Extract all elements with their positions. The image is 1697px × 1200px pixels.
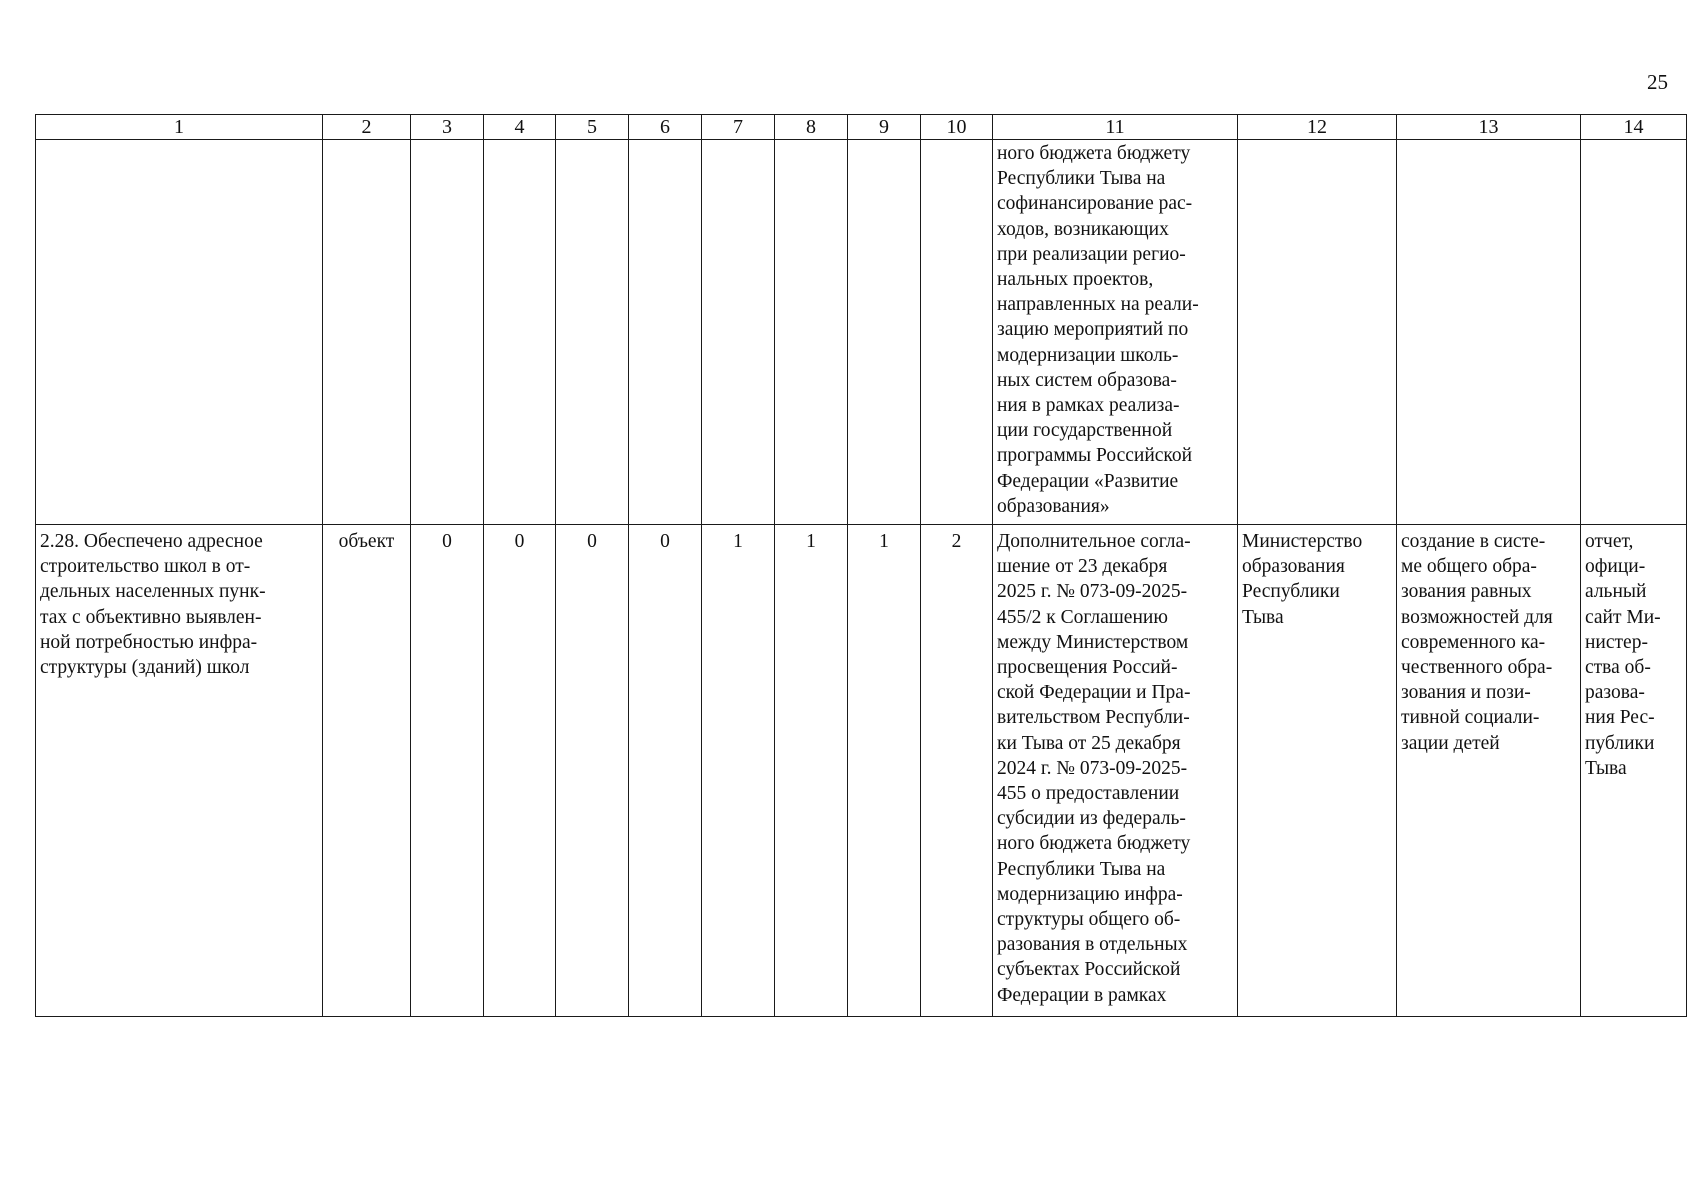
column-header-12: 12 bbox=[1238, 115, 1397, 140]
value-col-3: 0 bbox=[411, 525, 484, 1017]
column-header-6: 6 bbox=[629, 115, 702, 140]
agreement-document-text: Дополнительное согла- шение от 23 декабря 2025 г. № 073-09-2025- 455/2 к Соглашению между Министерством просвещения Россий- ской Федерации и Пра- вительством Республи- ки Тыва от 25 декабря 2024 г. № 073-09-2025- 455 о предоставлении субсидии из федераль- ного бюджета бюджету Республики Тыва на модернизацию инфра- структуры общего об- разования в отдельных субъектах Российской Федерации в рамках bbox=[993, 525, 1238, 1017]
value-col-9: 1 bbox=[848, 525, 921, 1017]
value-col-8: 1 bbox=[775, 525, 848, 1017]
table-cell bbox=[36, 140, 323, 525]
table-cell bbox=[702, 140, 775, 525]
table-cell bbox=[629, 140, 702, 525]
column-header-10: 10 bbox=[921, 115, 993, 140]
column-header-5: 5 bbox=[556, 115, 629, 140]
table-cell bbox=[921, 140, 993, 525]
column-header-13: 13 bbox=[1397, 115, 1581, 140]
column-header-8: 8 bbox=[775, 115, 848, 140]
column-header-4: 4 bbox=[484, 115, 556, 140]
page-number: 25 bbox=[1647, 70, 1668, 94]
measures-table bbox=[35, 114, 1687, 1017]
column-header-3: 3 bbox=[411, 115, 484, 140]
continuation-row bbox=[36, 140, 1687, 525]
continuation-document-text: ного бюджета бюджету Республики Тыва на софинансирование рас- ходов, возникающих при реализации регио- нальных проектов, направленных на реали- зацию мероприятий по модернизации школь- ных систем образова- ния в рамках реализа- ции государственной программы Российской Федерации «Развитие образования» bbox=[993, 140, 1238, 525]
column-header-7: 7 bbox=[702, 115, 775, 140]
table-cell bbox=[1397, 140, 1581, 525]
column-header-9: 9 bbox=[848, 115, 921, 140]
table-row-2-28 bbox=[36, 525, 1687, 1017]
value-col-5: 0 bbox=[556, 525, 629, 1017]
table-cell bbox=[848, 140, 921, 525]
value-col-6: 0 bbox=[629, 525, 702, 1017]
column-header-1: 1 bbox=[36, 115, 323, 140]
reporting-form: отчет, офици- альный сайт Ми- нистер- ства об- разова- ния Рес- публики Тыва bbox=[1581, 525, 1687, 1017]
value-col-4: 0 bbox=[484, 525, 556, 1017]
table-cell bbox=[323, 140, 411, 525]
column-header-14: 14 bbox=[1581, 115, 1687, 140]
result-description: 2.28. Обеспечено адресное строительство школ в от- дельных населенных пунк- тах с объективно выявлен- ной потребностью инфра- структуры (зданий) школ bbox=[36, 525, 323, 1017]
value-col-10: 2 bbox=[921, 525, 993, 1017]
table-cell bbox=[775, 140, 848, 525]
responsible-executor: Министерство образования Республики Тыва bbox=[1238, 525, 1397, 1017]
column-header-11: 11 bbox=[993, 115, 1238, 140]
column-number-header-row bbox=[36, 115, 1687, 140]
table-cell bbox=[1238, 140, 1397, 525]
table-cell bbox=[411, 140, 484, 525]
expected-outcome: создание в систе- ме общего обра- зования равных возможностей для современного ка- чественного обра- зования и пози- тивной социали- зации детей bbox=[1397, 525, 1581, 1017]
table-cell bbox=[1581, 140, 1687, 525]
table-cell bbox=[556, 140, 629, 525]
unit-of-measure: объект bbox=[323, 525, 411, 1017]
table-cell bbox=[484, 140, 556, 525]
column-header-2: 2 bbox=[323, 115, 411, 140]
value-col-7: 1 bbox=[702, 525, 775, 1017]
